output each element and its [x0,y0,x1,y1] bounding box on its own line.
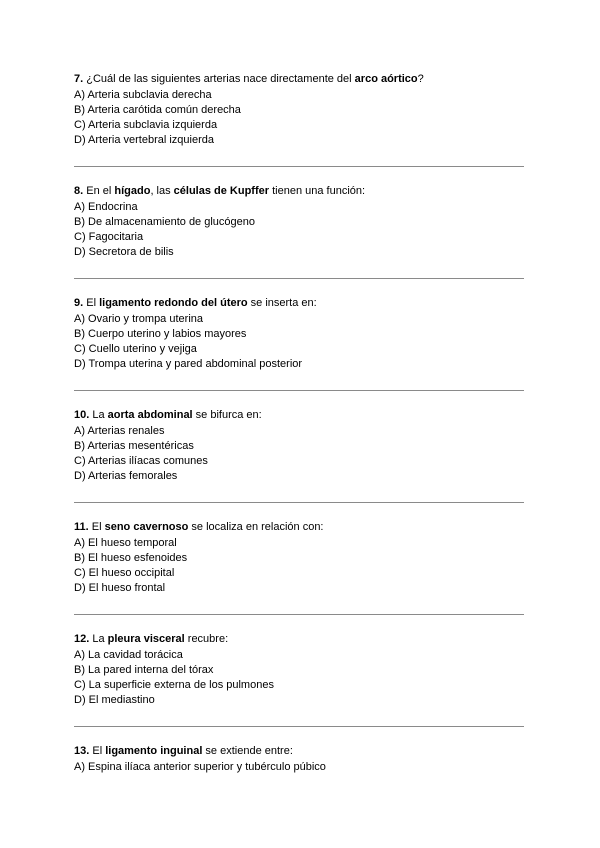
stem-keyword: ligamento inguinal [105,745,203,757]
stem-text: El [89,745,106,757]
question-stem [74,520,534,535]
question-stem [74,72,534,87]
answer-option: D) Arterias femorales [74,470,178,482]
answer-option: A) Endocrina [74,201,138,213]
question-divider [74,166,524,167]
stem-keyword: aorta abdominal [107,409,193,421]
question-divider [74,614,524,615]
question-number: 9. [74,297,84,309]
stem-text: En el [83,185,115,197]
answer-option: A) La cavidad torácica [74,649,183,661]
answer-option: D) Arteria vertebral izquierda [74,134,215,146]
question-7 [74,72,534,148]
stem-keyword: seno cavernoso [104,521,189,533]
question-divider [74,278,524,279]
stem-text: se inserta en: [247,297,317,309]
answer-option: D) Secretora de bilis [74,246,174,258]
answer-option: A) Arterias renales [74,425,165,437]
stem-text: La [89,409,108,421]
stem-text: El [88,521,105,533]
stem-text: , las [150,185,174,197]
question-stem [74,184,534,199]
question-number: 10. [74,409,90,421]
question-number: 8. [74,185,84,197]
answer-option: A) Espina ilíaca anterior superior y tubérculo púbico [74,761,326,773]
stem-text: tienen una función: [269,185,366,197]
question-divider [74,502,524,503]
question-number: 13. [74,745,90,757]
question-11 [74,520,534,596]
answer-option: B) El hueso esfenoides [74,552,188,564]
stem-text: se localiza en relación con: [188,521,324,533]
question-13 [74,744,534,775]
stem-keyword: arco aórtico [354,73,418,85]
question-number: 11. [74,521,89,533]
question-stem [74,632,534,647]
stem-keyword: hígado [114,185,151,197]
stem-text: El [83,297,100,309]
answer-option: B) Arteria carótida común derecha [74,104,241,116]
question-stem [74,296,534,311]
answer-option: A) El hueso temporal [74,537,177,549]
answer-option: A) Ovario y trompa uterina [74,313,203,325]
answer-option: C) La superficie externa de los pulmones [74,679,274,691]
answer-option: D) El mediastino [74,694,155,706]
answer-option: D) El hueso frontal [74,582,166,594]
question-stem [74,744,534,759]
stem-keyword: células de Kupffer [173,185,270,197]
question-stem [74,408,534,423]
stem-text: ¿Cuál de las siguientes arterias nace directamente del [83,73,355,85]
answer-option: C) El hueso occipital [74,567,175,579]
answer-option: C) Cuello uterino y vejiga [74,343,197,355]
stem-text: se bifurca en: [192,409,262,421]
stem-text: se extiende entre: [202,745,293,757]
stem-text: La [89,633,108,645]
answer-option: B) Arterias mesentéricas [74,440,194,452]
question-9 [74,296,534,372]
question-divider [74,726,524,727]
answer-option: A) Arteria subclavia derecha [74,89,212,101]
answer-option: C) Fagocitaria [74,231,144,243]
answer-option: B) La pared interna del tórax [74,664,214,676]
question-divider [74,390,524,391]
answer-option: B) Cuerpo uterino y labios mayores [74,328,247,340]
answer-option: B) De almacenamiento de glucógeno [74,216,256,228]
question-number: 12. [74,633,90,645]
question-8 [74,184,534,260]
answer-option: C) Arteria subclavia izquierda [74,119,218,131]
stem-text: ? [417,73,424,85]
stem-text: recubre: [184,633,229,645]
stem-keyword: pleura visceral [107,633,185,645]
answer-option: C) Arterias ilíacas comunes [74,455,208,467]
question-number: 7. [74,73,84,85]
question-10 [74,408,534,484]
question-12 [74,632,534,708]
answer-option: D) Trompa uterina y pared abdominal posterior [74,358,303,370]
stem-keyword: ligamento redondo del útero [99,297,248,309]
